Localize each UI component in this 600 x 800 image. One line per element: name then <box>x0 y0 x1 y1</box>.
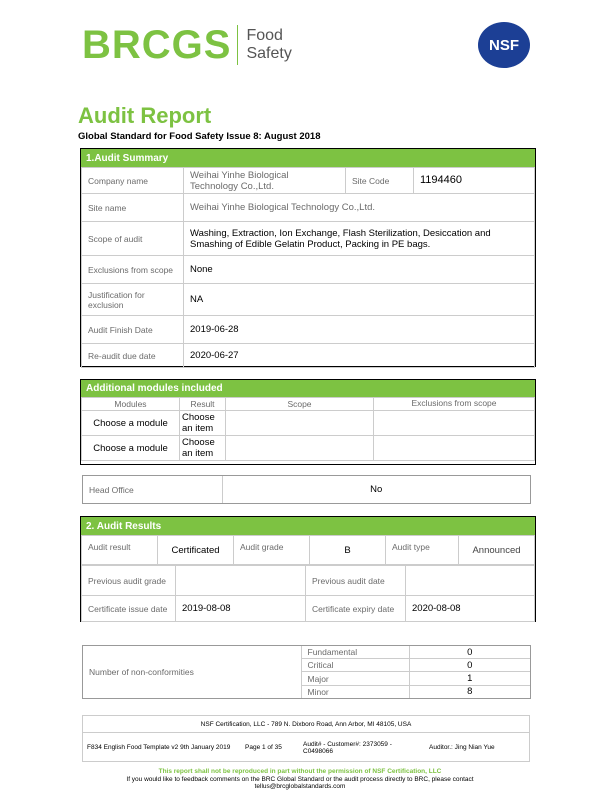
nonconformities-label: Number of non-conformities <box>83 646 301 698</box>
table-row <box>82 168 535 194</box>
audit-result-label: Audit result <box>82 536 158 565</box>
brcgs-logo <box>82 20 292 70</box>
brcgs-logo-mark: BRCGS <box>82 23 232 67</box>
exclusions-col-header: Exclusions from scope <box>374 398 535 411</box>
exclusions-label: Exclusions from scope <box>82 256 184 284</box>
additional-modules-section <box>80 379 536 465</box>
previous-date-label: Previous audit date <box>306 566 406 596</box>
previous-date-value <box>406 566 535 596</box>
scope-label: Scope of audit <box>82 222 184 256</box>
audit-grade-label: Audit grade <box>234 536 310 565</box>
exclusions-cell <box>374 411 535 436</box>
scope-cell <box>226 411 374 436</box>
scope-value: Washing, Extraction, Ion Exchange, Flash Sterilization, Desiccation and Smashing of Edible Gelatin Product, Packing in PE bags. <box>184 222 535 256</box>
logo-subtitle <box>246 27 291 63</box>
audit-result-value: Certificated <box>158 536 234 565</box>
footer-audit-number: Audit# - Customer#: 2373059 - C0498066 <box>303 740 392 755</box>
certificate-issue-label: Certificate issue date <box>82 596 176 622</box>
table-row <box>82 344 535 368</box>
audit-summary-heading: 1.Audit Summary <box>81 149 535 167</box>
audit-finish-value: 2019-06-28 <box>184 316 535 344</box>
site-name-label: Site name <box>82 194 184 222</box>
head-office-table <box>83 476 530 503</box>
page-footer <box>82 715 530 762</box>
modules-table <box>81 397 535 461</box>
table-row <box>82 222 535 256</box>
exclusions-value: None <box>184 256 535 284</box>
footer-table <box>83 733 529 762</box>
minor-count: 8 <box>409 685 530 698</box>
audit-type-label: Audit type <box>386 536 459 565</box>
head-office-value: No <box>370 484 383 495</box>
table-row <box>83 476 530 503</box>
previous-grade-value <box>176 566 306 596</box>
audit-grade-value: B <box>310 536 386 565</box>
table-row <box>82 566 535 596</box>
company-name-label: Company name <box>82 168 184 194</box>
table-row <box>82 284 535 316</box>
modules-col-header: Modules <box>82 398 180 411</box>
footer-template: F834 English Food Template v2 9th January 2019 <box>87 744 231 751</box>
site-code-value: 1194460 <box>414 168 535 194</box>
audit-results-row-1 <box>81 535 535 565</box>
certificate-expiry-label: Certificate expiry date <box>306 596 406 622</box>
scope-cell <box>226 436 374 461</box>
page-title: Audit Report <box>78 103 212 128</box>
head-office-section <box>82 475 531 504</box>
audit-results-row-2 <box>81 565 535 622</box>
nsf-logo-text: NSF <box>489 36 519 54</box>
previous-grade-label: Previous audit grade <box>82 566 176 596</box>
audit-results-section <box>80 516 536 622</box>
head-office-label: Head Office <box>83 476 222 503</box>
audit-finish-label: Audit Finish Date <box>82 316 184 344</box>
table-row <box>82 316 535 344</box>
page-subtitle: Global Standard for Food Safety Issue 8: August 2018 <box>78 131 321 142</box>
reproduction-warning: This report shall not be reproduced in part without the permission of NSF Certification, LLC <box>158 768 442 775</box>
table-row <box>82 411 535 436</box>
table-row <box>82 596 535 622</box>
certificate-issue-value: 2019-08-08 <box>176 596 306 622</box>
table-row <box>83 646 530 659</box>
certificate-expiry-value: 2020-08-08 <box>406 596 535 622</box>
result-select[interactable]: Choose an item <box>180 411 226 436</box>
justification-label: Justification for exclusion <box>82 284 184 316</box>
site-code-label: Site Code <box>346 168 414 194</box>
reproduction-notice <box>60 768 540 791</box>
fundamental-count: 0 <box>409 646 530 659</box>
result-col-header: Result <box>180 398 226 411</box>
reaudit-due-label: Re-audit due date <box>82 344 184 368</box>
logo-divider <box>237 25 238 65</box>
audit-type-value: Announced <box>459 536 535 565</box>
result-select[interactable]: Choose an item <box>180 436 226 461</box>
critical-count: 0 <box>409 659 530 672</box>
footer-page: Page 1 of 35 <box>245 744 282 751</box>
table-row <box>82 536 535 565</box>
feedback-text: If you would like to feedback comments on the BRC Global Standard or the audit process directly to BRC, please contact <box>126 775 474 783</box>
modules-header-row <box>82 398 535 411</box>
minor-label: Minor <box>301 685 409 698</box>
additional-modules-heading: Additional modules included <box>81 380 535 397</box>
footer-address: NSF Certification, LLC - 789 N. Dixboro Road, Ann Arbor, MI 48105, USA <box>83 716 529 733</box>
logo-line-1: Food <box>246 27 283 44</box>
nsf-logo <box>478 22 530 68</box>
major-label: Major <box>301 672 409 685</box>
fundamental-label: Fundamental <box>301 646 409 659</box>
table-row <box>83 733 529 762</box>
contact-email-link[interactable]: tellus@brcglobalstandards.com <box>254 783 346 790</box>
table-row <box>82 194 535 222</box>
logo-line-2: Safety <box>246 45 292 62</box>
nonconformities-table <box>83 646 530 698</box>
module-select[interactable]: Choose a module <box>82 436 180 461</box>
audit-summary-section <box>80 148 536 367</box>
critical-label: Critical <box>301 659 409 672</box>
scope-col-header: Scope <box>226 398 374 411</box>
nonconformities-section <box>82 645 531 699</box>
audit-summary-table <box>81 167 535 368</box>
major-count: 1 <box>409 672 530 685</box>
table-row <box>82 256 535 284</box>
audit-results-heading: 2. Audit Results <box>81 517 535 535</box>
footer-auditor: Auditor.: Jing Nian Yue <box>429 744 495 751</box>
reaudit-due-value: 2020-06-27 <box>184 344 535 368</box>
company-name-value: Weihai Yinhe Biological Technology Co.,Ltd. <box>184 168 346 194</box>
table-row <box>82 436 535 461</box>
site-name-value: Weihai Yinhe Biological Technology Co.,Ltd. <box>184 194 535 222</box>
module-select[interactable]: Choose a module <box>82 411 180 436</box>
justification-value: NA <box>184 284 535 316</box>
exclusions-cell <box>374 436 535 461</box>
